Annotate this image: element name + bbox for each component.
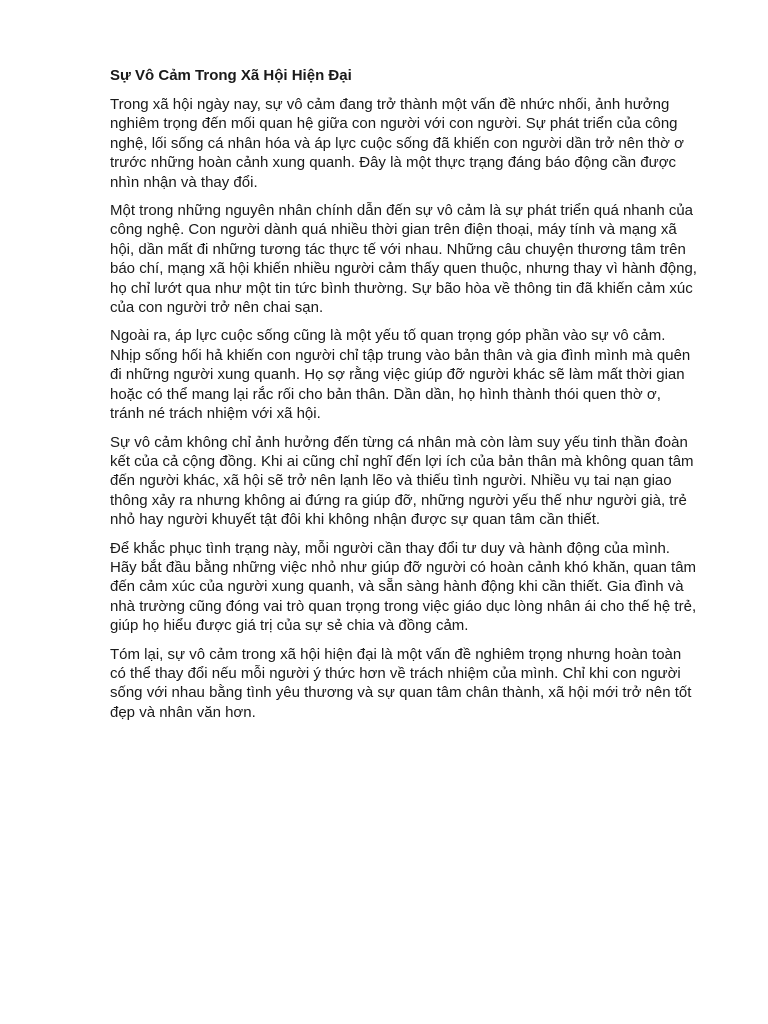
paragraph-technology-cause: Một trong những nguyên nhân chính dẫn đến sự vô cảm là sự phát triển quá nhanh của công nghệ. Con người dành quá nhiều thời gian trên điện thoại, máy tính và mạng xã hội, dần mất đi những tương tác thực tế với nhau. Những câu chuyện thương tâm trên báo chí, mạng xã hội khiến nhiều người cảm thấy quen thuộc, nhưng thay vì hành động, họ chỉ lướt qua như một tin tức bình thường. Sự bão hòa về thông tin đã khiến cảm xúc của con người trở nên chai sạn. [110,202,697,317]
document-title: Sự Vô Cảm Trong Xã Hội Hiện Đại [110,67,352,84]
document-body [110,66,698,731]
paragraph-conclusion: Tóm lại, sự vô cảm trong xã hội hiện đại là một vấn đề nghiêm trọng nhưng hoàn toàn có thể thay đổi nếu mỗi người ý thức hơn về trách nhiệm của mình. Chỉ khi con người sống với nhau bằng tình yêu thương và sự quan tâm chân thành, xã hội mới trở nên tốt đẹp và nhân văn hơn. [110,645,692,721]
paragraph-introduction: Trong xã hội ngày nay, sự vô cảm đang trở thành một vấn đề nhức nhối, ảnh hưởng nghiêm trọng đến mối quan hệ giữa con người với con người. Sự phát triển của công nghệ, lối sống cá nhân hóa và áp lực cuộc sống đã khiến con người dần trở nên thờ ơ trước những hoàn cảnh xung quanh. Đây là một thực trạng đáng báo động cần được nhìn nhận và thay đổi. [110,96,684,191]
paragraph-consequences: Sự vô cảm không chỉ ảnh hưởng đến từng cá nhân mà còn làm suy yếu tinh thần đoàn kết của cả cộng đồng. Khi ai cũng chỉ nghĩ đến lợi ích của bản thân mà không quan tâm đến người khác, xã hội sẽ trở nên lạnh lẽo và thiếu tình người. Nhiều vụ tai nạn giao thông xảy ra nhưng không ai đứng ra giúp đỡ, những người yếu thế như người già, trẻ nhỏ hay người khuyết tật đôi khi không nhận được sự quan tâm cần thiết. [110,433,694,529]
paragraph-solutions: Để khắc phục tình trạng này, mỗi người cần thay đổi tư duy và hành động của mình. Hãy bắt đầu bằng những việc nhỏ như giúp đỡ người có hoàn cảnh khó khăn, quan tâm đến cảm xúc của người xung quanh, và sẵn sàng hành động khi cần thiết. Gia đình và nhà trường cũng đóng vai trò quan trọng trong việc giáo dục lòng nhân ái cho thế hệ trẻ, giúp họ hiểu được giá trị của sự sẻ chia và đồng cảm. [110,539,697,635]
paragraph-life-pressure-cause: Ngoài ra, áp lực cuộc sống cũng là một yếu tố quan trọng góp phần vào sự vô cảm. Nhịp sống hối hả khiến con người chỉ tập trung vào bản thân và gia đình mình mà quên đi những người xung quanh. Họ sợ rằng việc giúp đỡ người khác sẽ làm mất thời gian hoặc có thể mang lại rắc rối cho bản thân. Dần dần, họ hình thành thói quen thờ ơ, tránh né trách nhiệm với xã hội. [110,327,691,423]
